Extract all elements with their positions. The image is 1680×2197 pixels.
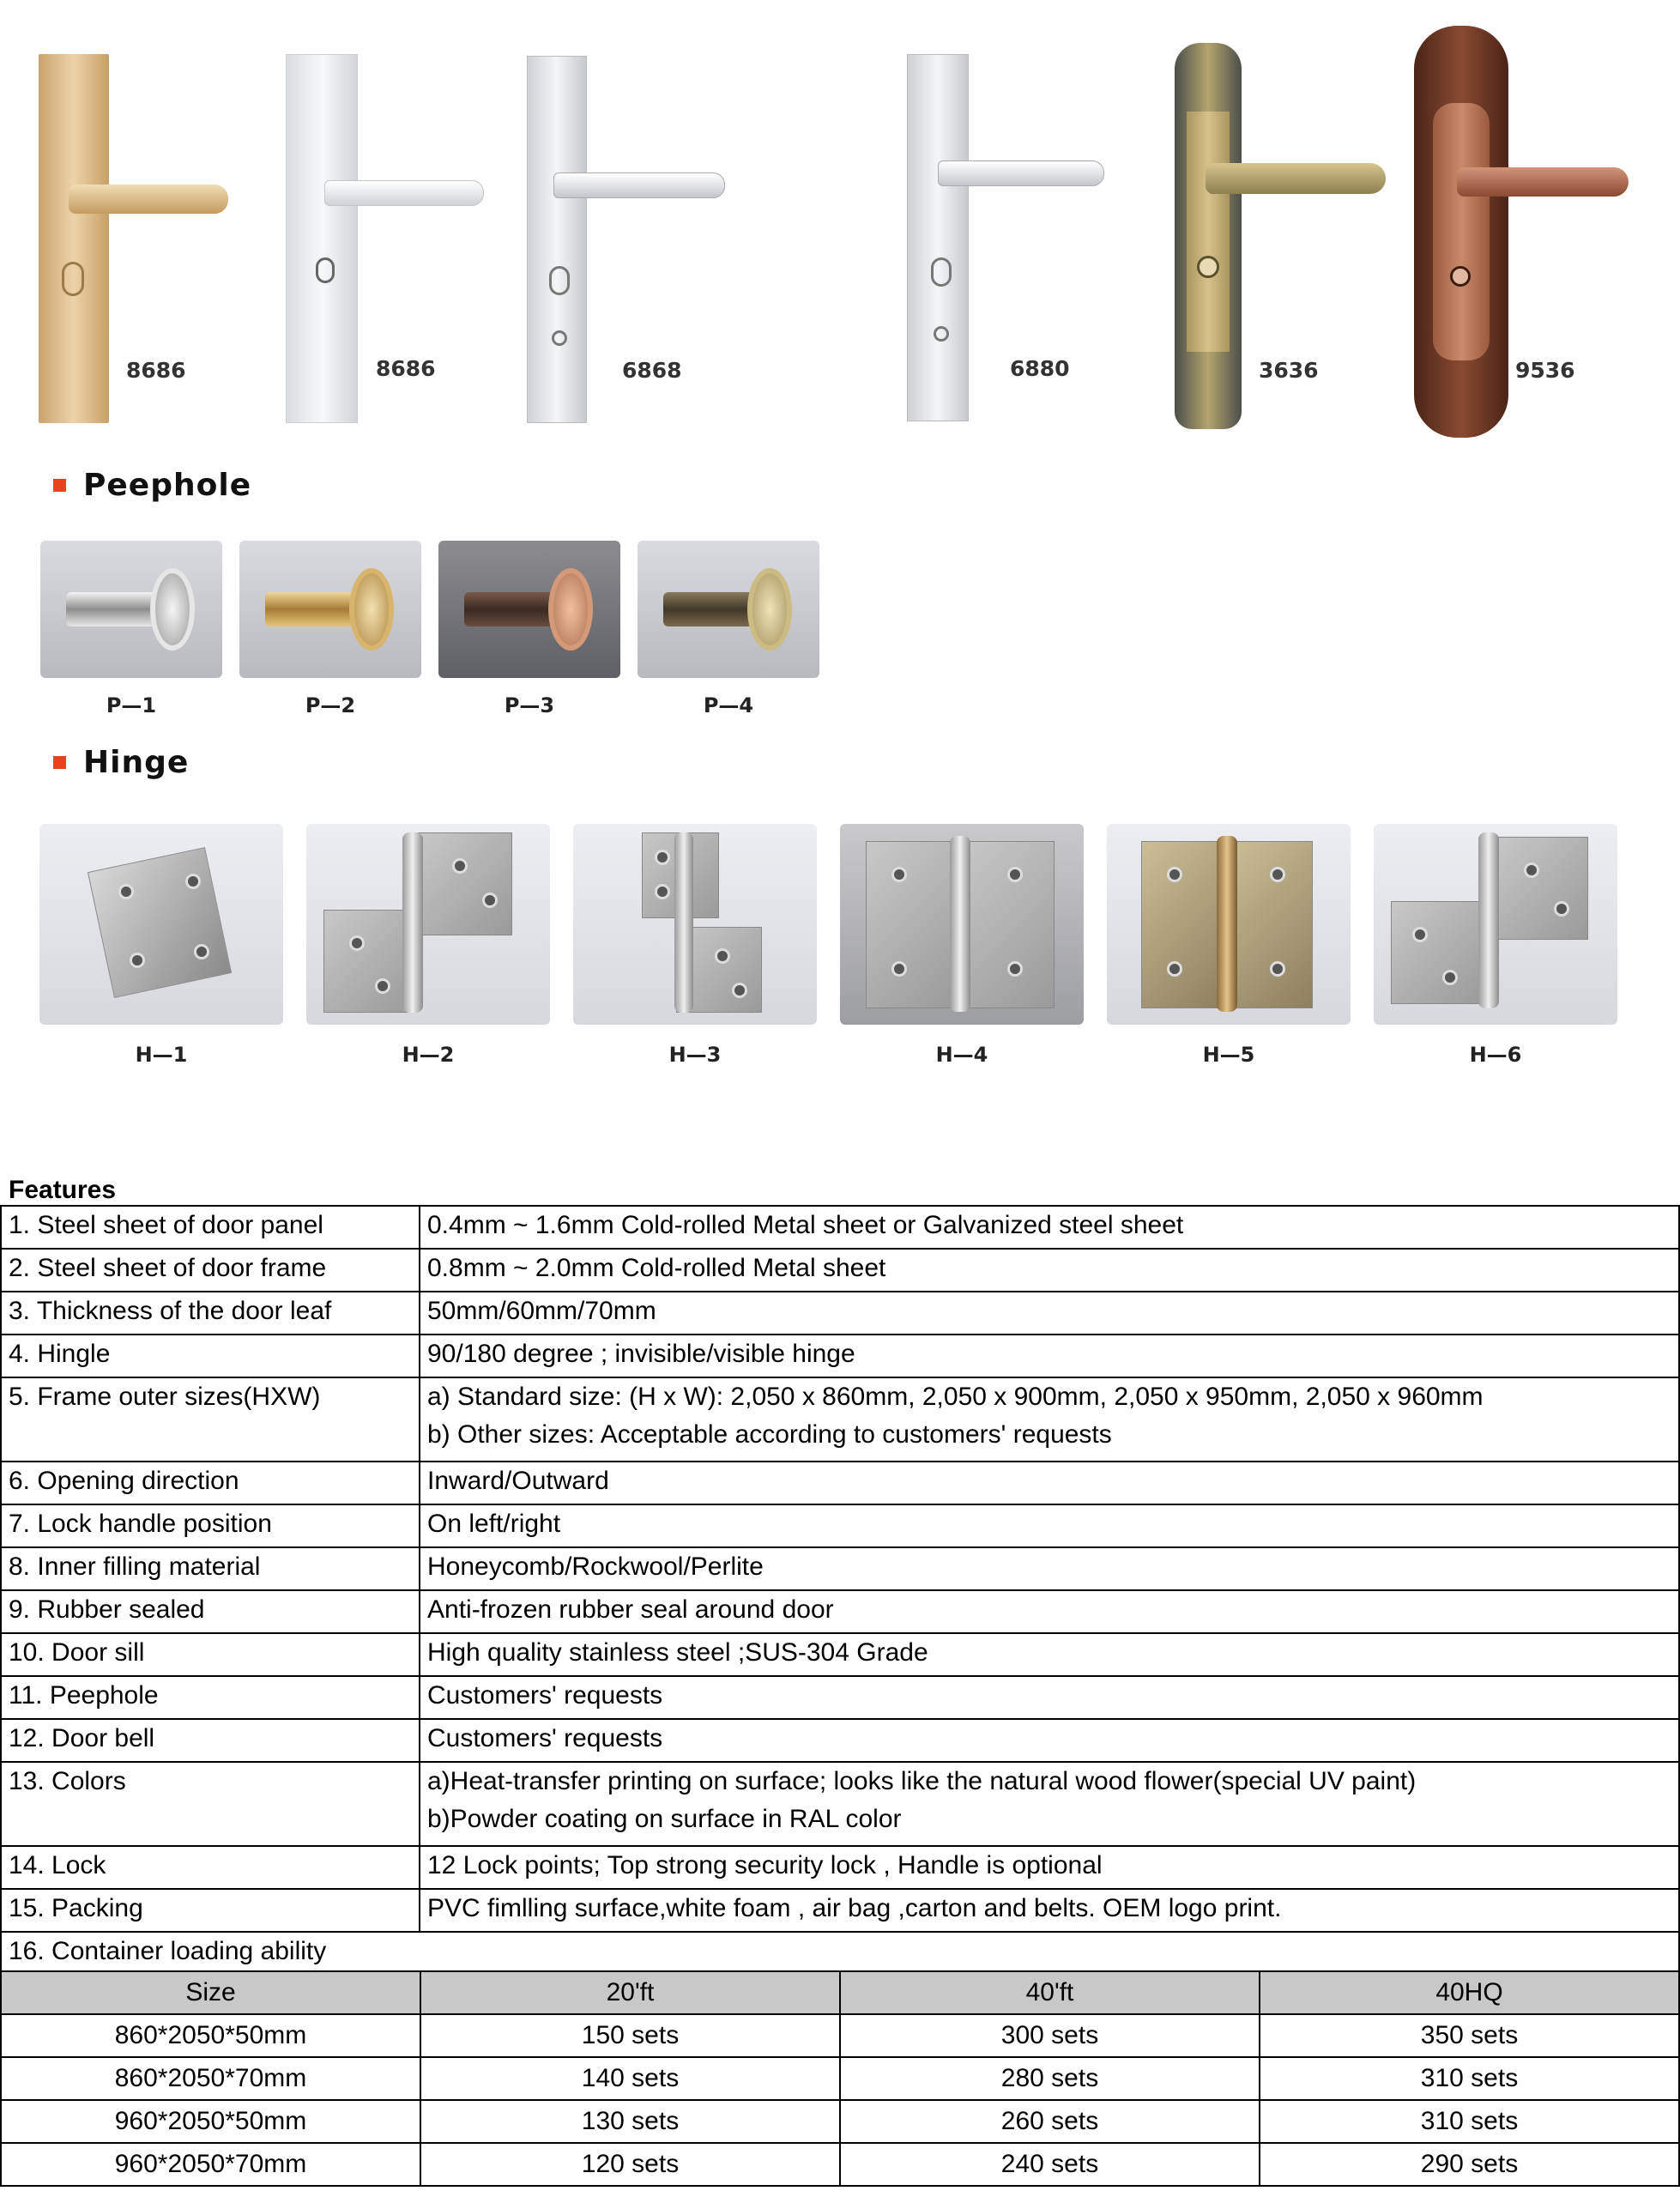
- hinge-screw: [482, 893, 498, 908]
- hinge-screw: [1270, 867, 1285, 882]
- hinge-image: [1107, 824, 1351, 1025]
- hinge-screw: [655, 884, 670, 899]
- handle-plate: [39, 54, 109, 423]
- feature-name: 16. Container loading ability: [1, 1932, 1679, 1975]
- feature-name: 7. Lock handle position: [1, 1504, 420, 1547]
- hinge-screw: [349, 935, 365, 951]
- column-header: Size: [1, 1971, 420, 2014]
- hinge-knuckle: [950, 836, 970, 1012]
- peephole-label: P—4: [703, 693, 754, 717]
- feature-name: 3. Thickness of the door leaf: [1, 1292, 420, 1335]
- hinge-knuckle: [1478, 832, 1499, 1008]
- section-title-hinge: Hinge: [53, 745, 189, 779]
- hinge-knuckle: [674, 832, 693, 1013]
- hinge-screw: [375, 978, 390, 994]
- hinge-leaf: [88, 847, 232, 998]
- keyhole-icon: [316, 257, 335, 283]
- feature-value: 0.4mm ~ 1.6mm Cold-rolled Metal sheet or Galvanized steel sheet: [420, 1206, 1679, 1249]
- hinge-leaf: [1141, 841, 1227, 1008]
- feature-value: 12 Lock points; Top strong security lock , Handle is optional: [420, 1846, 1679, 1889]
- hinge-leaf: [1494, 837, 1588, 940]
- features-table: [0, 1205, 1680, 1976]
- hinge-screw: [1412, 927, 1428, 942]
- table-row: [1, 1762, 1679, 1846]
- table-row: [1, 2100, 1679, 2143]
- table-cell: 300 sets: [840, 2014, 1260, 2057]
- keyhole-icon: [62, 262, 84, 296]
- handle-product: [1414, 26, 1637, 438]
- peephole-label: P—3: [504, 693, 555, 717]
- column-header: 40HQ: [1260, 1971, 1679, 2014]
- handle-plate: [907, 54, 969, 421]
- peephole-label: P—1: [106, 693, 157, 717]
- hinge-screw: [891, 961, 907, 977]
- keyhole-icon: [1450, 266, 1471, 287]
- hinge-screw: [1167, 867, 1182, 882]
- table-cell: 290 sets: [1260, 2143, 1679, 2186]
- hinge-leaf: [418, 832, 512, 935]
- feature-name: 5. Frame outer sizes(HXW): [1, 1377, 420, 1462]
- features-title: Features: [9, 1176, 117, 1204]
- feature-value: 90/180 degree ; invisible/visible hinge: [420, 1335, 1679, 1377]
- feature-name: 14. Lock: [1, 1846, 420, 1889]
- handle-lever: [324, 180, 484, 206]
- hinge-screw: [1554, 901, 1569, 917]
- handle-code: 6868: [622, 358, 682, 383]
- feature-name: 4. Hingle: [1, 1335, 420, 1377]
- hinge-screw: [130, 953, 145, 968]
- hinge-label: H—6: [1469, 1043, 1522, 1067]
- hinge-image: [573, 824, 817, 1025]
- hinge-screw: [194, 944, 209, 959]
- handle-product: [905, 47, 1111, 425]
- table-row: [1, 1462, 1679, 1504]
- hinge-image: [1374, 824, 1617, 1025]
- handle-product: [34, 47, 240, 425]
- table-cell: 310 sets: [1260, 2100, 1679, 2143]
- table-row: [1, 1206, 1679, 1249]
- keyhole-icon: [549, 266, 570, 295]
- handle-code: 8686: [376, 356, 436, 381]
- hinge-image: [39, 824, 283, 1025]
- hinge-screw: [118, 884, 134, 899]
- column-header: 20'ft: [420, 1971, 840, 2014]
- peephole-image: [239, 541, 421, 678]
- table-cell: 350 sets: [1260, 2014, 1679, 2057]
- hinge-screw: [655, 850, 670, 865]
- feature-name: 2. Steel sheet of door frame: [1, 1249, 420, 1292]
- peephole-lens: [548, 568, 593, 651]
- bullet-square-icon: [53, 479, 66, 492]
- peephole-label: P—2: [305, 693, 356, 717]
- hinge-label: H—1: [135, 1043, 188, 1067]
- table-row: [1, 1377, 1679, 1462]
- section-title-peephole: Peephole: [53, 468, 251, 502]
- peephole-image: [438, 541, 620, 678]
- thumbturn-icon: [934, 326, 949, 342]
- table-row: [1, 1676, 1679, 1719]
- handle-code: 9536: [1515, 358, 1575, 383]
- bullet-square-icon: [53, 756, 66, 769]
- container-loading-table: [0, 1970, 1680, 2187]
- hinge-screw: [1524, 862, 1539, 878]
- table-cell: 310 sets: [1260, 2057, 1679, 2100]
- hinge-screw: [732, 983, 747, 998]
- hinge-leaf: [866, 841, 960, 1008]
- thumbturn-icon: [552, 330, 567, 346]
- table-cell: 960*2050*50mm: [1, 2100, 420, 2143]
- table-cell: 860*2050*70mm: [1, 2057, 420, 2100]
- table-row: [1, 1547, 1679, 1590]
- feature-name: 12. Door bell: [1, 1719, 420, 1762]
- table-row: [1, 1590, 1679, 1633]
- table-row: [1, 1249, 1679, 1292]
- feature-name: 15. Packing: [1, 1889, 420, 1932]
- hinge-label: H—4: [935, 1043, 988, 1067]
- peephole-lens: [150, 568, 195, 651]
- hinge-screw: [185, 874, 201, 889]
- keyhole-icon: [931, 257, 952, 287]
- feature-name: 8. Inner filling material: [1, 1547, 420, 1590]
- feature-name: 9. Rubber sealed: [1, 1590, 420, 1633]
- hinge-image: [840, 824, 1084, 1025]
- handle-lever: [69, 185, 228, 214]
- feature-value: High quality stainless steel ;SUS-304 Grade: [420, 1633, 1679, 1676]
- handle-lever: [938, 160, 1104, 186]
- hinge-screw: [1442, 970, 1458, 985]
- table-row: [1, 1504, 1679, 1547]
- hinge-label: H—2: [402, 1043, 455, 1067]
- handle-code: 6880: [1010, 356, 1070, 381]
- feature-name: 6. Opening direction: [1, 1462, 420, 1504]
- hinge-screw: [1007, 961, 1023, 977]
- hinge-screw: [715, 948, 730, 964]
- handle-lever: [1206, 163, 1386, 194]
- hinge-knuckle: [402, 832, 423, 1013]
- table-cell: 960*2050*70mm: [1, 2143, 420, 2186]
- keyhole-icon: [1197, 256, 1219, 278]
- feature-name: 1. Steel sheet of door panel: [1, 1206, 420, 1249]
- hinge-screw: [1270, 961, 1285, 977]
- table-cell: 860*2050*50mm: [1, 2014, 420, 2057]
- handle-plate: [527, 56, 587, 423]
- feature-value: Inward/Outward: [420, 1462, 1679, 1504]
- peephole-lens: [747, 568, 792, 651]
- feature-value: Honeycomb/Rockwool/Perlite: [420, 1547, 1679, 1590]
- table-cell: 140 sets: [420, 2057, 840, 2100]
- table-cell: 260 sets: [840, 2100, 1260, 2143]
- feature-value: On left/right: [420, 1504, 1679, 1547]
- hinge-image: [306, 824, 550, 1025]
- handle-product: [1171, 34, 1394, 429]
- table-cell: 120 sets: [420, 2143, 840, 2186]
- feature-value: 0.8mm ~ 2.0mm Cold-rolled Metal sheet: [420, 1249, 1679, 1292]
- table-header-row: [1, 1971, 1679, 2014]
- hinge-leaf: [1227, 841, 1313, 1008]
- peephole-lens: [349, 568, 394, 651]
- table-row: [1, 1846, 1679, 1889]
- feature-value: Customers' requests: [420, 1719, 1679, 1762]
- handle-lever: [1457, 167, 1629, 197]
- feature-name: 10. Door sill: [1, 1633, 420, 1676]
- table-row: [1, 1889, 1679, 1932]
- table-cell: 280 sets: [840, 2057, 1260, 2100]
- handle-plate-inset: [1433, 103, 1490, 360]
- hinge-knuckle: [1217, 836, 1237, 1012]
- column-header: 40'ft: [840, 1971, 1260, 2014]
- hinge-label: H—3: [668, 1043, 722, 1067]
- peephole-image: [40, 541, 222, 678]
- hinge-screw: [1167, 961, 1182, 977]
- feature-value: Anti-frozen rubber seal around door: [420, 1590, 1679, 1633]
- feature-name: 11. Peephole: [1, 1676, 420, 1719]
- handle-product: [523, 47, 729, 425]
- table-cell: 150 sets: [420, 2014, 840, 2057]
- handle-code: 8686: [126, 358, 186, 383]
- table-cell: 240 sets: [840, 2143, 1260, 2186]
- feature-value: 50mm/60mm/70mm: [420, 1292, 1679, 1335]
- table-row: [1, 1719, 1679, 1762]
- handle-plate: [286, 54, 358, 423]
- feature-value: Customers' requests: [420, 1676, 1679, 1719]
- table-cell: 130 sets: [420, 2100, 840, 2143]
- table-row: [1, 2143, 1679, 2186]
- peephole-image: [638, 541, 819, 678]
- table-row: [1, 1335, 1679, 1377]
- hinge-leaf: [1391, 901, 1485, 1004]
- handle-code: 3636: [1259, 358, 1319, 383]
- hinge-label: H—5: [1202, 1043, 1255, 1067]
- feature-value: PVC fimlling surface,white foam , air bag ,carton and belts. OEM logo print.: [420, 1889, 1679, 1932]
- feature-value: a) Standard size: (H x W): 2,050 x 860mm, 2,050 x 900mm, 2,050 x 950mm, 2,050 x 960mm b) Other sizes: Acceptable according to customers' requests: [420, 1377, 1679, 1462]
- feature-value: a)Heat-transfer printing on surface; looks like the natural wood flower(special UV paint) b)Powder coating on surface in RAL color: [420, 1762, 1679, 1846]
- table-row: [1, 1292, 1679, 1335]
- handle-plate-inset: [1187, 112, 1230, 352]
- hinge-leaf: [960, 841, 1055, 1008]
- table-row: [1, 1633, 1679, 1676]
- hinge-screw: [452, 858, 468, 874]
- table-row: [1, 2014, 1679, 2057]
- table-row: [1, 2057, 1679, 2100]
- feature-name: 13. Colors: [1, 1762, 420, 1846]
- hinge-screw: [891, 867, 907, 882]
- hinge-screw: [1007, 867, 1023, 882]
- handle-lever: [553, 172, 725, 198]
- table-row: [1, 1932, 1679, 1975]
- handle-product: [283, 47, 489, 425]
